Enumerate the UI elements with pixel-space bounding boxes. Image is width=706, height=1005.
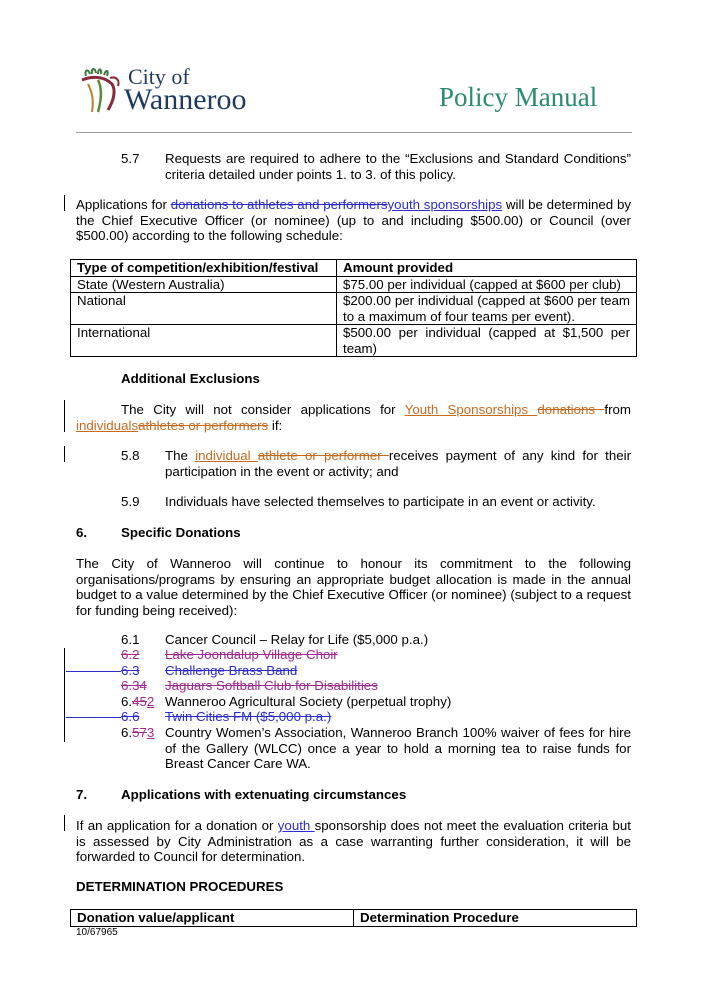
item-number: 6.34 xyxy=(121,678,147,693)
item-text: Individuals have selected themselves to participate in an event or activity. xyxy=(165,494,596,509)
item-number: 6.2 xyxy=(121,647,140,662)
determination-heading: DETERMINATION PROCEDURES xyxy=(76,879,284,894)
section-7-paragraph: If an application for a donation or youth sponsorship does not meet the evaluation criteria but is assessed by City Administration as a case warranting further consideration, it will be forwarded to Council for determination. xyxy=(76,818,631,864)
item-text: Twin Cities FM ($5,000 p.a.) xyxy=(165,709,332,724)
list-item-6-6 xyxy=(121,709,631,725)
deleted-row-line xyxy=(66,717,121,718)
item-number: 5.9 xyxy=(121,494,140,509)
table-row xyxy=(71,325,637,357)
header-rule xyxy=(76,132,632,133)
table-row xyxy=(71,293,637,325)
table-header-row xyxy=(71,260,637,277)
table-cell: State (Western Australia) xyxy=(71,276,337,293)
section-6-paragraph: The City of Wanneroo will continue to honour its commitment to the following organisations/programs by ensuring an appropriate budget allocation is made in the annual budget to a value determined by the Chief Executive Officer (or nominee) (subject to a request for funding being received): xyxy=(76,556,631,618)
list-item-6-3 xyxy=(121,663,631,679)
table-header-row xyxy=(71,910,637,927)
list-item-6-1 xyxy=(121,632,631,648)
table-cell: International xyxy=(71,325,337,357)
section-7-number: 7. xyxy=(76,787,88,802)
item-text: Cancer Council – Relay for Life ($5,000 p.a.) xyxy=(165,632,429,647)
list-item-6-4 xyxy=(121,678,631,694)
item-number: 5.7 xyxy=(121,151,140,166)
item-number: 6.1 xyxy=(121,632,140,647)
doc-reference: 10/67965 xyxy=(76,927,118,938)
logo-line-2: Wanneroo xyxy=(124,83,247,116)
table-header-cell: Amount provided xyxy=(337,260,637,277)
section-6-number: 6. xyxy=(76,525,88,540)
item-5-8 xyxy=(121,448,631,479)
item-text: Requests are required to adhere to the “Exclusions and Standard Conditions” criteria detailed under points 1. to 3. of this policy. xyxy=(165,151,631,182)
additional-exclusions-heading: Additional Exclusions xyxy=(121,371,260,386)
table-row xyxy=(71,276,637,293)
item-5-7 xyxy=(121,151,631,182)
item-number: 6.3 xyxy=(121,663,140,678)
table-header-cell: Type of competition/exhibition/festival xyxy=(71,260,337,277)
deleted-row-line xyxy=(66,671,121,672)
determination-table xyxy=(70,909,637,927)
table-cell: $500.00 per individual (capped at $1,500 per team) xyxy=(337,325,637,357)
logo-line-1: City of xyxy=(128,64,190,89)
item-text: The individual athlete or performer receives payment of any kind for their participation in the event or activity; and xyxy=(165,448,632,479)
change-bar xyxy=(64,648,65,742)
list-item-6-5 xyxy=(121,694,631,710)
table-header-cell: Donation value/applicant xyxy=(71,910,354,927)
item-5-9 xyxy=(121,494,631,510)
change-bar xyxy=(64,446,65,462)
applications-paragraph: Applications for donations to athletes and performersyouth sponsorships will be determined by the Chief Executive Officer (or nominee) (up to and including $500.00) or Council (over $500.00) according to the following schedule: xyxy=(76,197,631,243)
doc-title: Policy Manual xyxy=(439,82,598,112)
table-cell: National xyxy=(71,293,337,325)
item-number: 6.452 xyxy=(121,694,155,709)
table-cell: $75.00 per individual (capped at $600 per club) xyxy=(337,276,637,293)
item-text: Challenge Brass Band xyxy=(165,663,298,678)
section-7-heading: Applications with extenuating circumstances xyxy=(121,787,407,802)
change-bar xyxy=(64,400,65,432)
change-bar xyxy=(64,195,65,211)
item-text: Jaguars Softball Club for Disabilities xyxy=(165,678,378,693)
item-text: Country Women’s Association, Wanneroo Branch 100% waiver of fees for hire of the Gallery (WLCC) once a year to hold a morning tea to raise funds for Breast Cancer Care WA. xyxy=(165,725,631,771)
table-header-cell: Determination Procedure xyxy=(354,910,637,927)
change-bar xyxy=(64,815,65,831)
section-6-heading: Specific Donations xyxy=(121,525,241,540)
list-item-6-7 xyxy=(121,725,631,772)
table-cell: $200.00 per individual (capped at $600 per team to a maximum of four teams per event). xyxy=(337,293,637,325)
item-number: 6.6 xyxy=(121,709,140,724)
item-number: 5.8 xyxy=(121,448,140,463)
item-text: Lake Joondalup Village Choir xyxy=(165,647,338,662)
list-item-6-2 xyxy=(121,647,631,663)
city-logo-emblem xyxy=(78,66,124,114)
item-text: Wanneroo Agricultural Society (perpetual trophy) xyxy=(165,694,452,709)
schedule-table xyxy=(70,259,637,357)
item-number: 6.573 xyxy=(121,725,155,740)
additional-exclusions-paragraph: The City will not consider applications for Youth Sponsorships donations from individualsathletes or performers if: xyxy=(76,402,631,433)
